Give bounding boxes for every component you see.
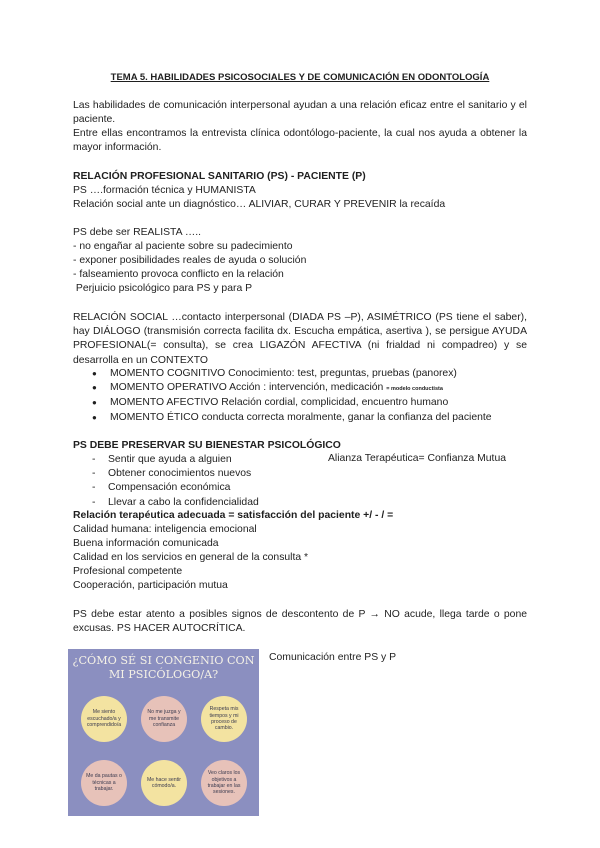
list-item: - Llevar a cabo la confidencialidad [92,496,532,510]
text-line: PS ….formación técnica y HUMANISTA [73,185,256,196]
poster-circle-text: Veo claros los objetivos a trabajar en las sesiones. [207,770,241,796]
text-line: Profesional competente [73,566,183,577]
relacion-social-paragraph: RELACIÓN SOCIAL …contacto interpersonal (DIADA PS –P), ASIMÉTRICO (PS tiene el saber), hay DIÁLOGO (transmisión correcta facilita dx. Escucha empática, asertiva ), se persigue AYUDA PROFESIONAL(= consulta), se crea LIGAZÓN AFECTIVA (ni frialdad ni compadreo) y se desarrolla en un CONTEXTO [73,312,527,366]
text-line: Buena información comunicada [73,538,219,549]
descontento-paragraph: PS debe estar atento a posibles signos de descontento de P → NO acude, llega tarde o pone excusas. PS HACER AUTOCRÍTICA. [73,609,527,635]
poster-circle-text: Me siento escuchado/a y comprendido/a [86,709,122,729]
alianza-terapeutica-note: Alianza Terapéutica= Confianza Mutua [328,453,507,464]
list-item [92,381,532,396]
list-item: - Sentir que ayuda a alguien [92,453,532,467]
text-line: Perjuicio psicológico para PS y para P [73,283,253,294]
text-line: Calidad en los servicios en general de la consulta * [73,552,309,563]
list-item: - Compensación económica [92,481,532,495]
list-item: - Obtener conocimientos nuevos [92,467,532,481]
poster-title [68,654,259,682]
text-line: - falseamiento provoca conflicto en la relación [73,269,284,280]
poster-circle [81,696,127,742]
list-item: ● MOMENTO COGNITIVO Conocimiento: test, preguntas, pruebas (panorex) [92,367,532,381]
poster-circle [141,696,187,742]
text-line: PS debe ser REALISTA ….. [73,227,202,238]
text-line: Relación social ante un diagnóstico… ALIVIAR, CURAR Y PREVENIR la recaída [73,199,446,210]
poster-circle [81,760,127,806]
text-line: - exponer posibilidades reales de ayuda o solución [73,255,307,266]
poster-circle [141,760,187,806]
poster-circle-text: Me da pautas o técnicas a trabajar. [86,773,122,793]
congenio-poster-image [68,649,259,816]
text-line: - no engañar al paciente sobre su padecimiento [73,241,293,252]
list-item-text: MOMENTO OPERATIVO Acción : intervención, medicación [110,382,384,394]
document-title: TEMA 5. HABILIDADES PSICOSOCIALES Y DE COMUNICACIÓN EN ODONTOLOGÍA [110,72,490,83]
poster-circle-text: Respeta mis tiempos y mi proceso de cambio. [209,706,239,732]
poster-title-line: MI PSICÓLOGO/A? [108,668,219,681]
list-item: ● MOMENTO AFECTIVO Relación cordial, complicidad, encuentro humano [92,396,532,410]
intro-paragraph-2: Entre ellas encontramos la entrevista clínica odontólogo-paciente, la cual nos ayuda a obtener la mayor información. [73,128,527,154]
relacion-terapeutica-subheading: Relación terapéutica adecuada = satisfacción del paciente +/ - / = [73,510,394,521]
poster-circle-text: Me hace sentir cómodo/a. [146,776,182,789]
poster-circle-text: No me juzga y me transmite confianza [147,709,181,729]
section-heading-relacion: RELACIÓN PROFESIONAL SANITARIO (PS) - PACIENTE (P) [73,171,366,182]
list-item: ● MOMENTO ÉTICO conducta correcta moralmente, ganar la confianza del paciente [92,411,532,425]
section-heading-bienestar: PS DEBE PRESERVAR SU BIENESTAR PSICOLÓGICO [73,440,341,451]
poster-title-line: ¿CÓMO SÉ SI CONGENIO CON [72,654,255,667]
text-line: Calidad humana: inteligencia emocional [73,524,257,535]
poster-caption: Comunicación entre PS y P [269,652,397,663]
modelo-conductista-note: = modelo conductista [386,386,443,393]
intro-paragraph-1: Las habilidades de comunicación interpersonal ayudan a una relación eficaz entre el sanitario y el paciente. [73,100,527,126]
poster-circle [201,760,247,806]
text-line: Cooperación, participación mutua [73,580,228,591]
momentos-list [92,367,532,425]
poster-circle [201,696,247,742]
